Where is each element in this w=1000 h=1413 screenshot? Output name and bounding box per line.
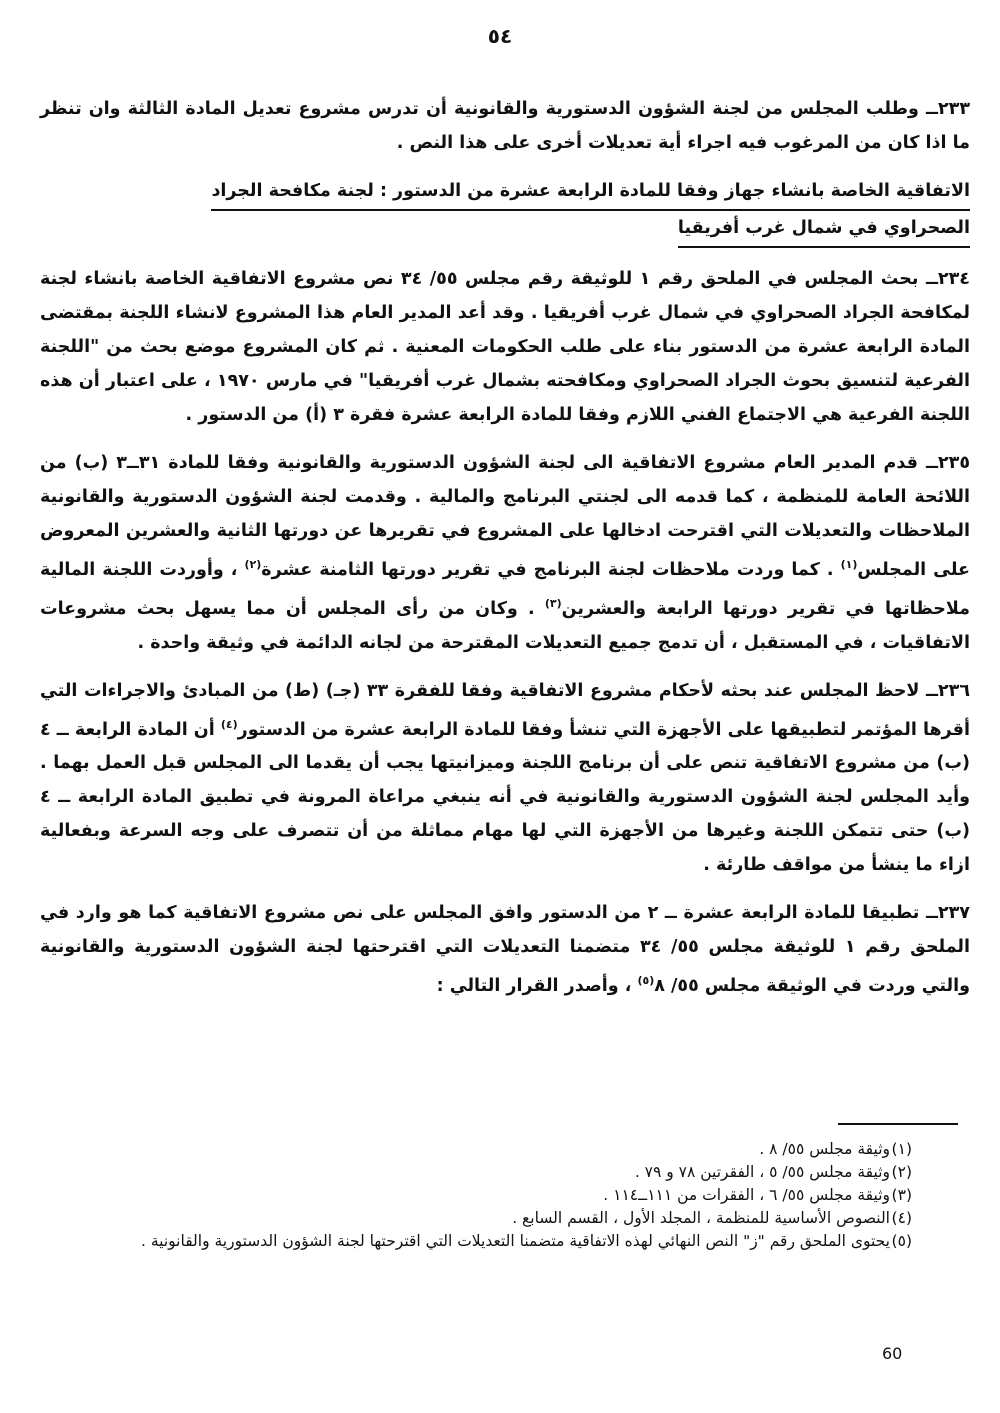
footnote-text: النصوص الأساسية للمنظمة ، المجلد الأول ، القسم السابع . [512,1209,890,1227]
footnote-5 [40,1230,960,1253]
footnote-text: وثيقة مجلس ٥٥/ ٥ ، الفقرتين ٧٨ و ٧٩ . [634,1163,890,1181]
footnote-number: (٢) [891,1163,912,1181]
footnote-ref-5: (٥) [637,974,655,988]
footnote-ref-3: (٣) [544,596,562,610]
footnote-1 [40,1138,960,1161]
paragraph-236 [40,674,970,883]
footnote-text: وثيقة مجلس ٥٥/ ٦ ، الفقرات من ١١١ــ١١٤ . [603,1186,890,1204]
footnote-4 [40,1207,960,1230]
page-number-arabic: ٥٤ [487,24,513,48]
footnote-separator [838,1123,958,1125]
section-heading-line-1: الاتفاقية الخاصة بانشاء جهاز وفقا للمادة الرابعة عشرة من الدستور : لجنة مكافحة الجراد [211,174,970,211]
paragraph-236-text-1: ٢٣٦ــ لاحظ المجلس عند بحثه لأحكام مشروع الاتفاقية وفقا للفقرة ٣٣ (جـ) (ط) من المبادئ والاجراءات التي أقرها المؤتمر لتطبيقها على الأجهزة التي تنشأ وفقا للمادة الرابعة عشرة من الدستور [40,680,970,740]
paragraph-237-text-1: ٢٣٧ــ تطبيقا للمادة الرابعة عشرة ــ ٢ من الدستور وافق المجلس على نص مشروع الاتفاقية كما هو وارد في الملحق رقم ١ للوثيقة مجلس ٥٥/ ٣٤ متضمنا التعديلات التي اقترحتها لجنة الشؤون الدستورية والقانونية والتي وردت في الوثيقة مجلس ٥٥/ ٨ [40,903,971,997]
paragraph-237 [40,896,970,1003]
footnote-ref-4: (٤) [220,717,238,731]
paragraph-235-text-3: ، وأوردت اللجنة المالية ملاحظاتها في تقرير دورتها الرابعة والعشرين [40,559,970,619]
paragraph-235-text-4: . وكان من رأى المجلس أن مما يسهل بحث مشروعات الاتفاقيات ، في المستقبل ، أن تدمج جميع التعديلات المقترحة من لجانه الدائمة في وثيقة واحدة . [40,598,970,653]
footnote-text: وثيقة مجلس ٥٥/ ٨ . [759,1140,890,1158]
paragraph-234: ٢٣٤ــ بحث المجلس في الملحق رقم ١ للوثيقة رقم مجلس ٥٥/ ٣٤ نص مشروع الاتفاقية الخاصة بانشاء لجنة لمكافحة الجراد الصحراوي في شمال غرب أفريقيا . وقد أعد المدير العام هذا المشروع لانشاء اللجنة بمقتضى المادة الرابعة عشرة من الدستور بناء على طلب الحكومات المعنية . ثم كان المشروع موضع بحث من "اللجنة الفرعية لتنسيق بحوث الجراد الصحراوي ومكافحته بشمال غرب أفريقيا" في مارس ١٩٧٠ ، على اعتبار أن هذه اللجنة الفرعية هي الاجتماع الفني اللازم وفقا للمادة الرابعة عشرة فقرة ٣ (أ) من الدستور . [40,269,970,425]
paragraph-233: ٢٣٣ــ وطلب المجلس من لجنة الشؤون الدستورية والقانونية أن تدرس مشروع تعديل المادة الثالثة وان تنظر ما اذا كان من المرغوب فيه اجراء أية تعديلات أخرى على هذا النص . [40,99,970,153]
footnote-number: (٣) [891,1186,912,1204]
footnote-number: (٥) [891,1232,912,1250]
paragraph-235-text-2: . كما وردت ملاحظات لجنة البرنامج في تقرير دورتها الثامنة عشرة [261,559,841,580]
footnotes [40,1138,960,1253]
footnote-ref-1: (١) [840,558,858,571]
footnote-text: يحتوى الملحق رقم "ز" النص النهائي لهذه الاتفاقية متضمنا التعديلات التي اقترحتها لجنة الشؤون الدستورية والقانونية . [141,1232,890,1250]
footnote-ref-2: (٢) [244,558,262,571]
section-heading [40,174,970,248]
paragraph-235 [40,446,970,660]
footnote-number: (٤) [891,1209,912,1227]
footnote-number: (١) [891,1140,912,1158]
paragraph-236-text-2: أن المادة الرابعة ــ ٤ (ب) من مشروع الاتفاقية تنص على أن برنامج اللجنة وميزانيتها يجب أن يقدما الى المجلس قبل العمل بهما . وأيد المجلس لجنة الشؤون الدستورية والقانونية في أنه ينبغي مراعاة المرونة في تطبيق المادة الرابعة ــ ٤ (ب) حتى تتمكن اللجنة وغيرها من الأجهزة التي لها مهام مماثلة من أن تتصرف على وجه السرعة وبفعالية ازاء ما ينشأ من مواقف طارئة . [40,719,970,876]
footnote-3 [40,1184,960,1207]
page-number: 60 [882,1344,903,1363]
paragraph-237-text-2: ، وأصدر القرار التالي : [436,976,638,997]
footnote-2 [40,1161,960,1184]
document-body [40,92,970,1017]
paragraph-235-text-1: ٢٣٥ــ قدم المدير العام مشروع الاتفاقية الى لجنة الشؤون الدستورية والقانونية وفقا للمادة ٣١ــ٣ (ب) من اللائحة العامة للمنظمة ، كما قدمه الى لجنتي البرنامج والمالية . وقدمت لجنة الشؤون الدستورية والقانونية الملاحظات والتعديلات التي اقترحت ادخالها على المشروع في تقريرها عن دورتها الثانية والعشرين المعروض على المجلس [40,453,970,580]
section-heading-line-2: الصحراوي في شمال غرب أفريقيا [678,211,970,248]
